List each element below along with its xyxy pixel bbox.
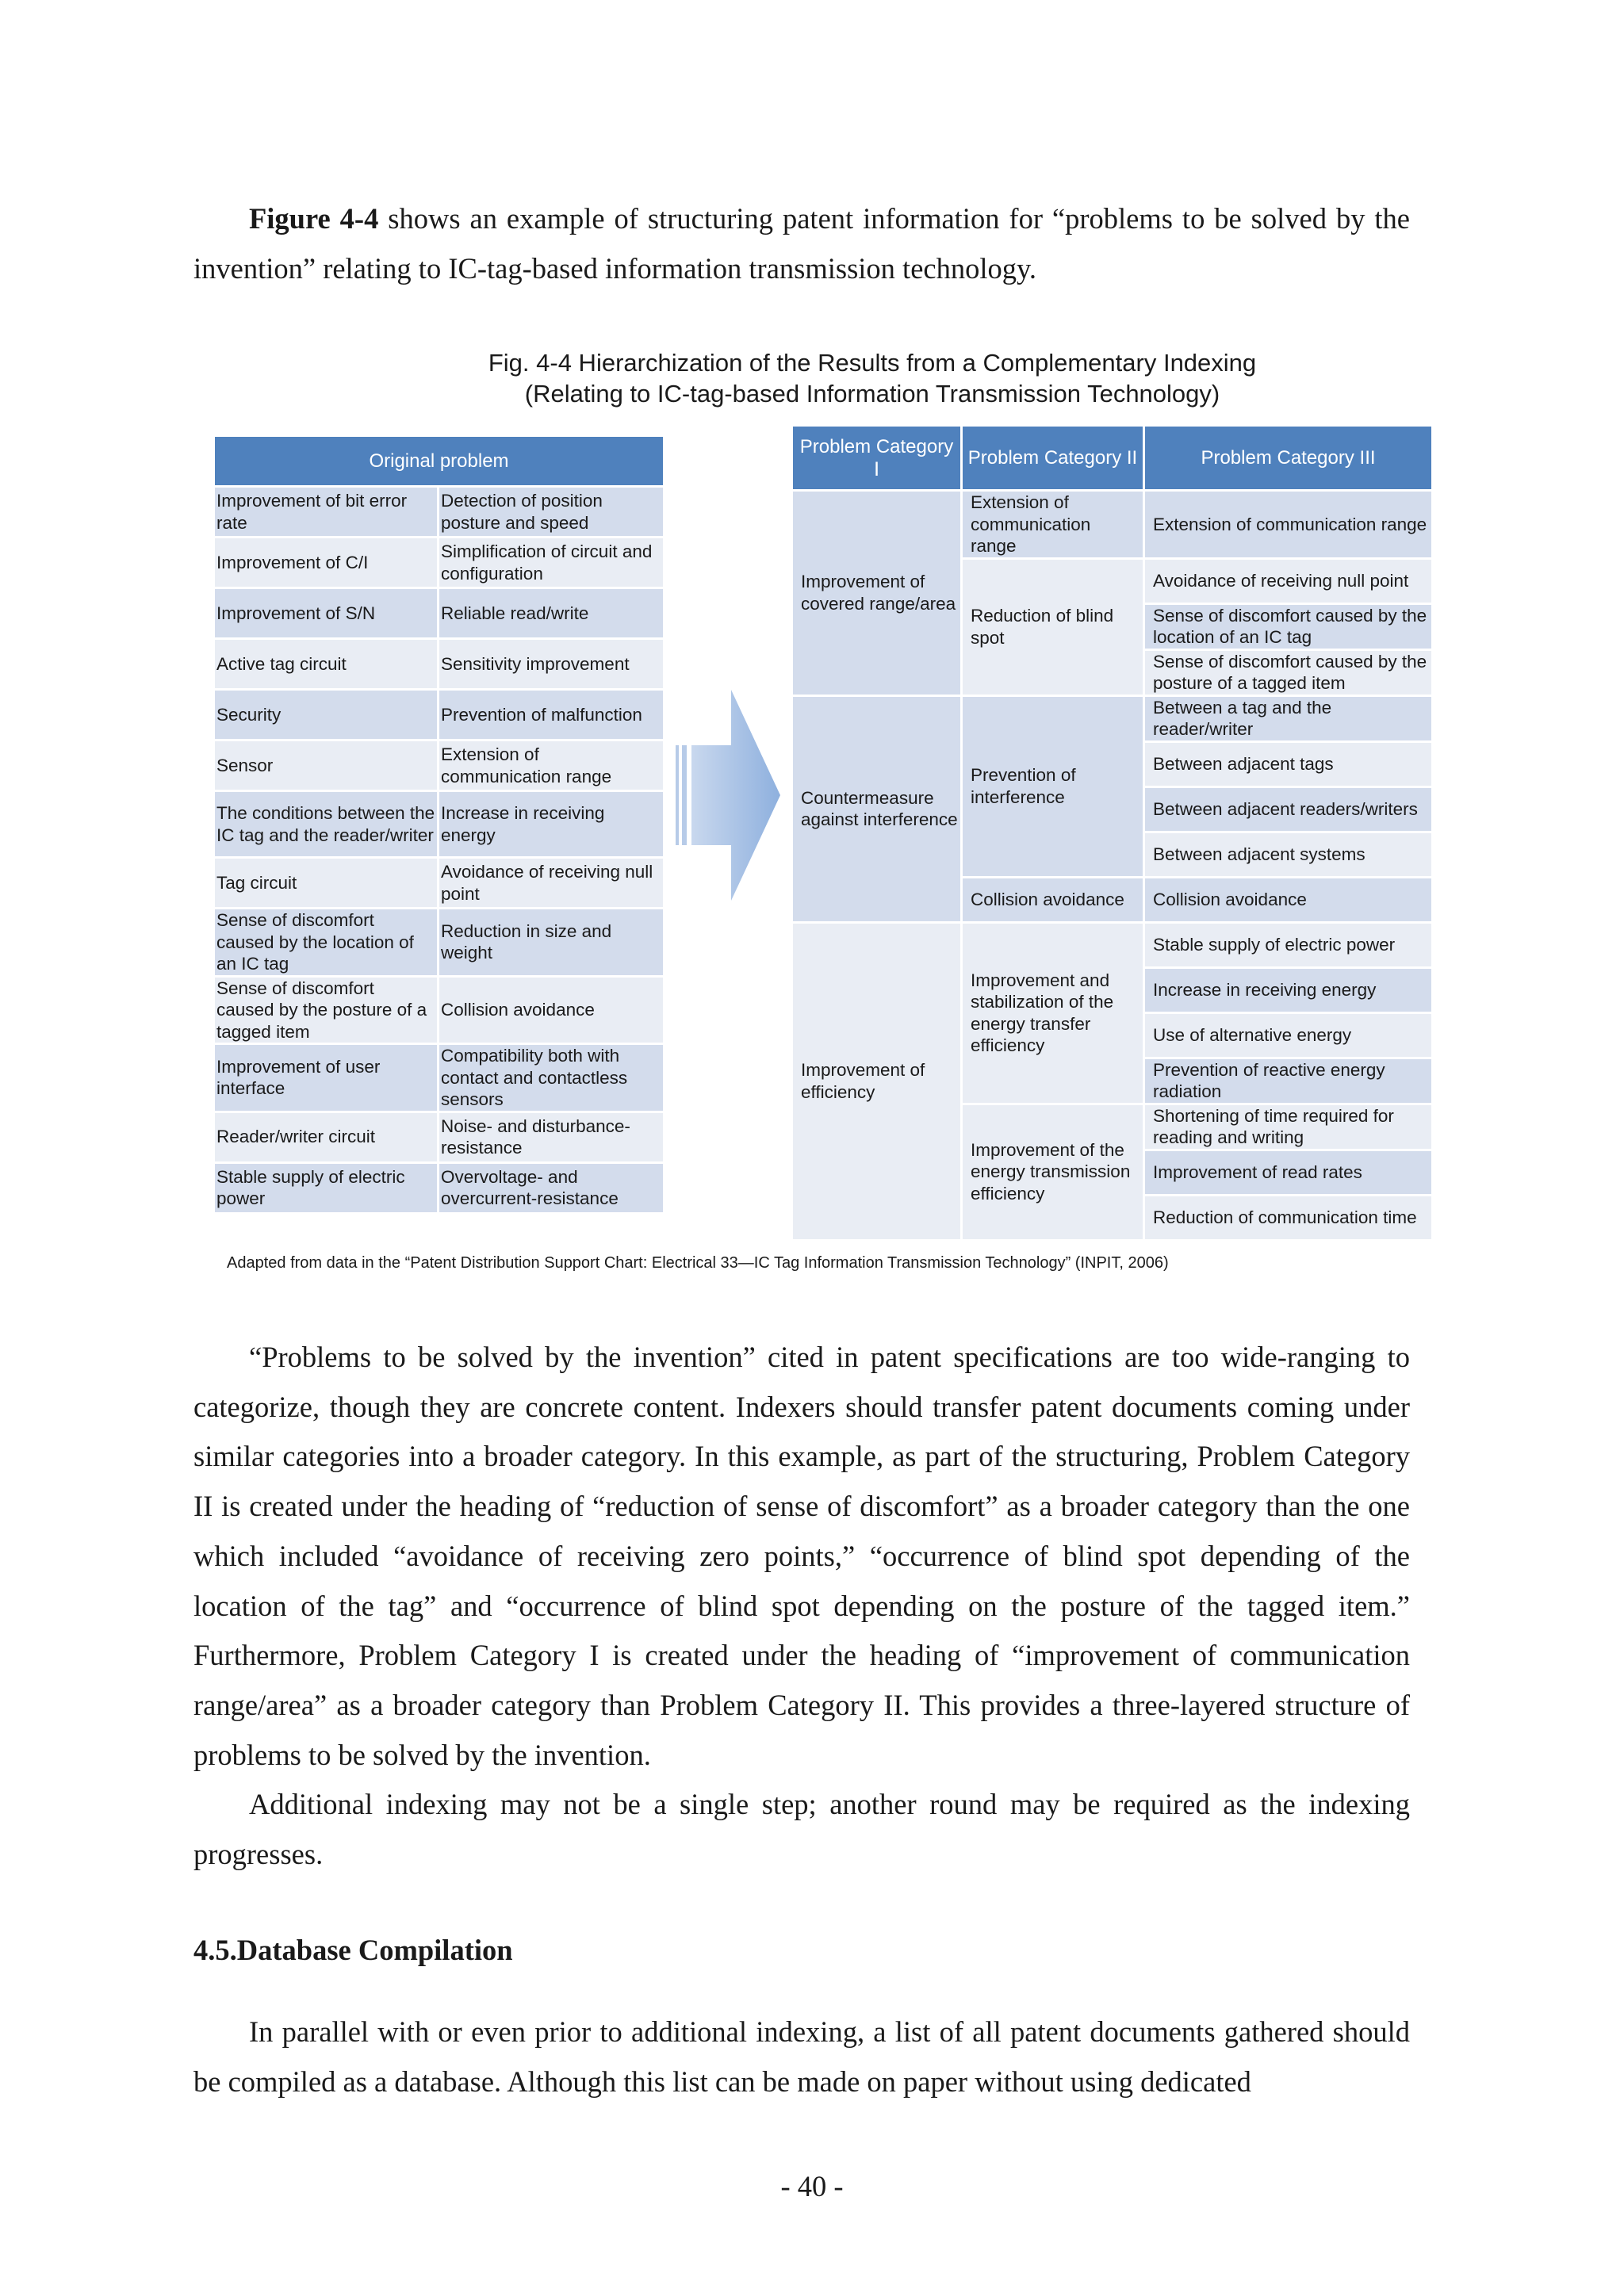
cat3-item: Between adjacent tags xyxy=(1144,741,1433,786)
original-problem-cell-left: Active tag circuit xyxy=(214,639,439,690)
cat3-item: Increase in receiving energy xyxy=(1144,967,1433,1012)
original-problem-cell-right: Sensitivity improvement xyxy=(439,639,665,690)
original-problem-row xyxy=(214,1112,665,1162)
original-problem-row xyxy=(214,639,665,690)
figure-caption-line1: Fig. 4-4 Hierarchization of the Results from a Complementary Indexing xyxy=(488,349,1257,377)
cat1-efficiency: Improvement of efficiency xyxy=(792,922,962,1240)
original-problem-cell-left: Stable supply of electric power xyxy=(214,1162,439,1213)
original-problem-row xyxy=(214,588,665,639)
original-problem-cell-left: Sensor xyxy=(214,740,439,791)
figure-reference: Figure 4-4 xyxy=(249,202,379,235)
cat3-item: Shortening of time required for reading and writing xyxy=(1144,1104,1433,1150)
original-problem-row xyxy=(214,791,665,858)
original-problem-cell-left: Improvement of S/N xyxy=(214,588,439,639)
cat2-extension: Extension of communication range xyxy=(962,491,1144,559)
cat3-item: Reduction of communication time xyxy=(1144,1195,1433,1240)
original-problem-cell-right: Detection of position posture and speed xyxy=(439,487,665,538)
original-problem-cell-right: Prevention of malfunction xyxy=(439,690,665,740)
body-paragraph-3: In parallel with or even prior to additional indexing, a list of all patent documents gathered should be compiled as a database. Although this list can be made on paper without using dedicated xyxy=(193,2015,1410,2098)
cat1-range: Improvement of covered range/area xyxy=(792,491,962,696)
original-problem-cell-left: Reader/writer circuit xyxy=(214,1112,439,1162)
intro-text: shows an example of structuring patent information for “problems to be solved by the invention” relating to IC-tag-based information transmission technology. xyxy=(193,202,1410,285)
category-2-header: Problem Category II xyxy=(962,426,1144,491)
original-problem-cell-left: Sense of discomfort caused by the location of an IC tag xyxy=(214,909,439,977)
cat3-item: Improvement of read rates xyxy=(1144,1150,1433,1195)
original-problem-row xyxy=(214,1162,665,1213)
original-problem-cell-right: Reduction in size and weight xyxy=(439,909,665,977)
cat3-item: Stable supply of electric power xyxy=(1144,922,1433,967)
page-number: - 40 - xyxy=(780,2170,844,2202)
cat3-item: Between adjacent readers/writers xyxy=(1144,786,1433,832)
figure-source-note: Adapted from data in the “Patent Distribution Support Chart: Electrical 33―IC Tag Information Transmission Technology” (INPIT, 2006) xyxy=(227,1254,1169,1272)
cat2-energy-transmission: Improvement of the energy transmission efficiency xyxy=(962,1104,1144,1240)
section-heading: 4.5.Database Compilation xyxy=(193,1934,513,1966)
original-problem-row xyxy=(214,690,665,740)
original-problem-row xyxy=(214,487,665,538)
original-problem-cell-right: Reliable read/write xyxy=(439,588,665,639)
original-problem-cell-right: Noise- and disturbance-resistance xyxy=(439,1112,665,1162)
cat3-item: Avoidance of receiving null point xyxy=(1144,558,1433,603)
original-problem-cell-right: Avoidance of receiving null point xyxy=(439,858,665,909)
original-problem-cell-right: Simplification of circuit and configuration xyxy=(439,538,665,588)
original-problem-cell-left: Improvement of C/I xyxy=(214,538,439,588)
category-1-header: Problem Category Ⅰ xyxy=(792,426,962,491)
cat2-interference: Prevention of interference xyxy=(962,695,1144,877)
original-problem-table xyxy=(213,434,665,1215)
cat3-item: Prevention of reactive energy radiation xyxy=(1144,1058,1433,1104)
right-arrow-icon xyxy=(674,690,782,901)
cat3-item: Use of alternative energy xyxy=(1144,1012,1433,1058)
cat3-item: Sense of discomfort caused by the posture of a tagged item xyxy=(1144,649,1433,695)
body-paragraph-2: Additional indexing may not be a single step; another round may be required as the indexing progresses. xyxy=(193,1788,1410,1870)
original-problem-cell-right: Collision avoidance xyxy=(439,976,665,1044)
cat2-blind-spot: Reduction of blind spot xyxy=(962,558,1144,695)
original-problem-row xyxy=(214,538,665,588)
intro-paragraph xyxy=(193,194,1410,293)
original-problem-cell-left: Improvement of user interface xyxy=(214,1044,439,1112)
original-problem-cell-left: Tag circuit xyxy=(214,858,439,909)
original-problem-cell-left: Security xyxy=(214,690,439,740)
body-paragraph-1: “Problems to be solved by the invention” cited in patent specifications are too wide-ranging to categorize, though they are concrete content. Indexers should transfer patent documents coming under similar categories into a broader category. In this example, as part of the structuring, Problem Category II is created under the heading of “reduction of sense of discomfort” as a broader category than the one which included “avoidance of receiving zero points,” “occurrence of blind spot depending of the location of the tag” and “occurrence of blind spot depending on the posture of the tagged item.” Furthermore, Problem Category I is created under the heading of “improvement of communication range/area” as a broader category than Problem Category II. This provides a three-layered structure of problems to be solved by the invention. xyxy=(193,1341,1410,1771)
original-problem-row xyxy=(214,740,665,791)
cat1-interference: Countermeasure against interference xyxy=(792,695,962,922)
cat3-item: Between adjacent systems xyxy=(1144,832,1433,877)
original-problem-row xyxy=(214,909,665,977)
original-problem-row xyxy=(214,858,665,909)
original-problem-cell-right: Overvoltage- and overcurrent-resistance xyxy=(439,1162,665,1213)
cat3-item: Between a tag and the reader/writer xyxy=(1144,695,1433,741)
original-problem-row xyxy=(214,1044,665,1112)
original-problem-header: Original problem xyxy=(214,436,665,487)
problem-category-table xyxy=(791,424,1434,1242)
original-problem-cell-left: The conditions between the IC tag and the reader/writer xyxy=(214,791,439,858)
original-problem-row xyxy=(214,976,665,1044)
original-problem-cell-left: Sense of discomfort caused by the posture of a tagged item xyxy=(214,976,439,1044)
original-problem-cell-left: Improvement of bit error rate xyxy=(214,487,439,538)
original-problem-cell-right: Compatibility both with contact and contactless sensors xyxy=(439,1044,665,1112)
cat3-item: Sense of discomfort caused by the location of an IC tag xyxy=(1144,603,1433,649)
cat3-item: Extension of communication range xyxy=(1144,491,1433,559)
cat2-energy-transfer: Improvement and stabilization of the energy transfer efficiency xyxy=(962,922,1144,1104)
category-3-header: Problem Category III xyxy=(1144,426,1433,491)
original-problem-cell-right: Extension of communication range xyxy=(439,740,665,791)
cat3-item: Collision avoidance xyxy=(1144,877,1433,922)
original-problem-cell-right: Increase in receiving energy xyxy=(439,791,665,858)
figure-caption-line2: (Relating to IC-tag-based Information Transmission Technology) xyxy=(524,380,1220,408)
cat2-collision: Collision avoidance xyxy=(962,877,1144,922)
figure-caption xyxy=(238,347,1507,409)
